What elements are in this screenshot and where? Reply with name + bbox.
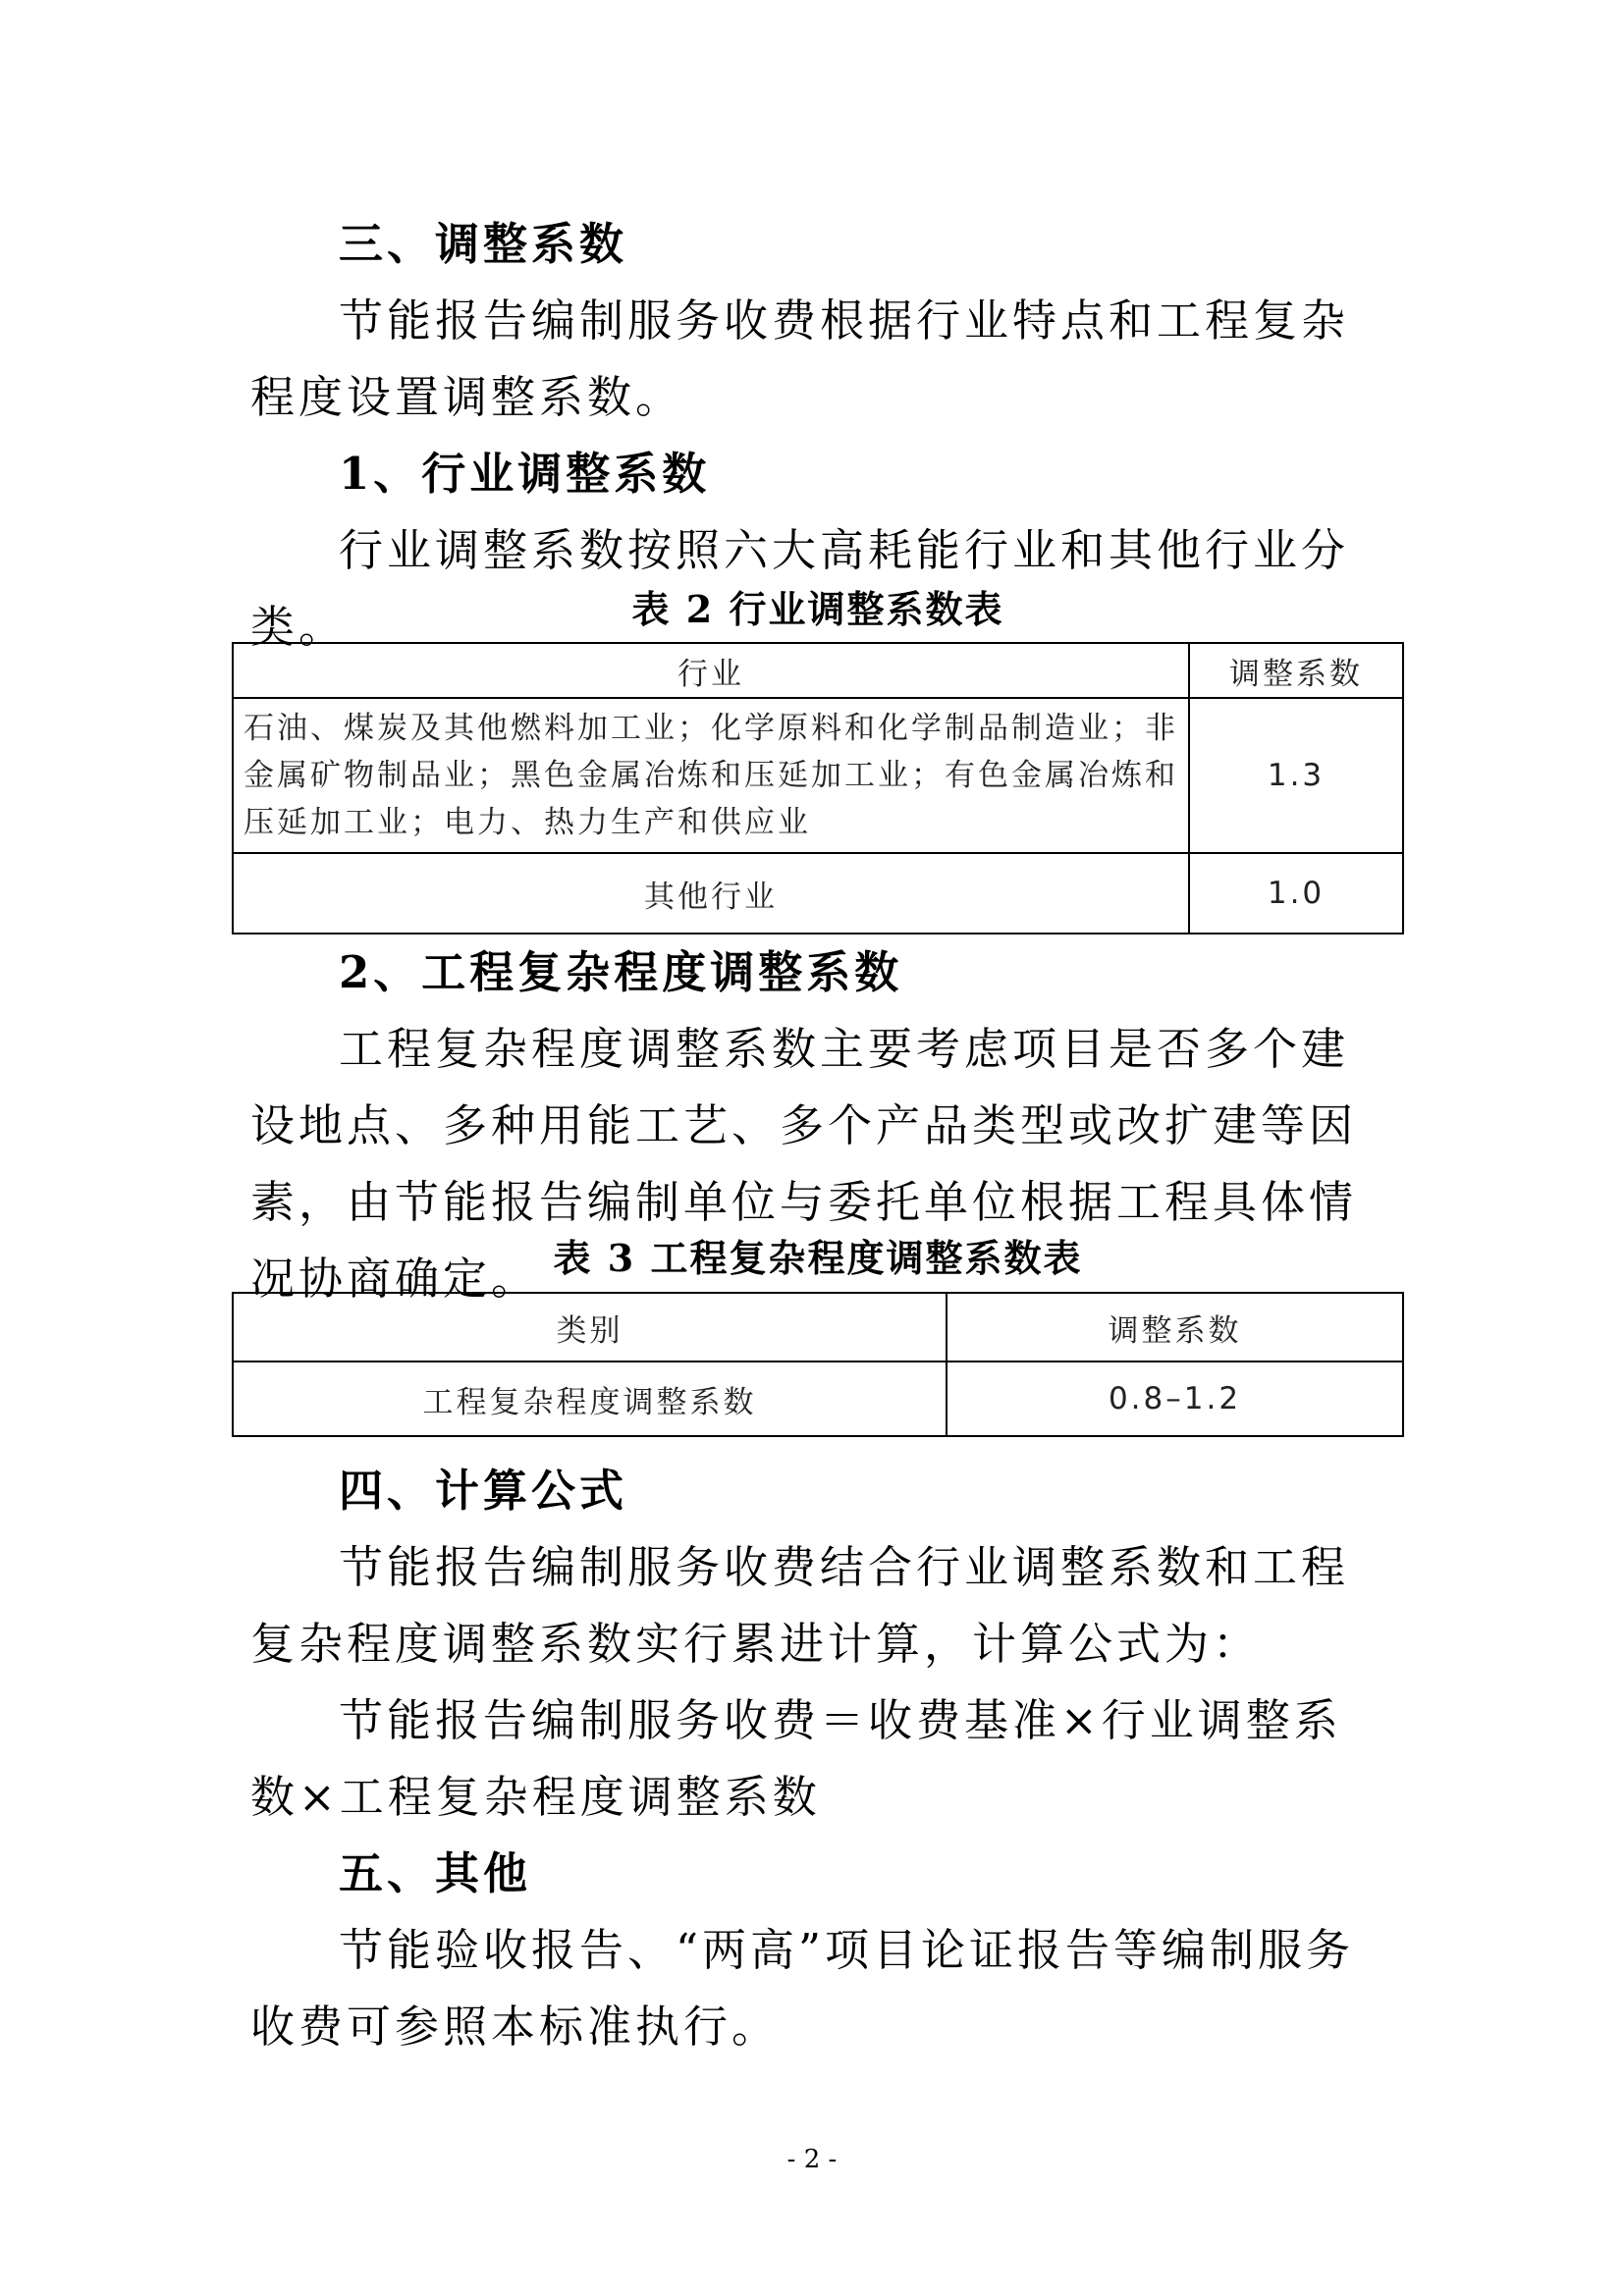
table-2-header-industry: 行业 (233, 643, 1189, 698)
section-5-heading: 五、其他 (339, 1847, 532, 1899)
table-3-coefficient-cell: 0.8–1.2 (947, 1362, 1403, 1436)
table-3-category-cell: 工程复杂程度调整系数 (233, 1362, 947, 1436)
table-row (233, 698, 1403, 853)
table-3-header-category: 类别 (233, 1293, 947, 1362)
table-2-coefficient-cell: 1.3 (1189, 698, 1403, 853)
section-4-text: 节能报告编制服务收费结合行业调整系数和工程复杂程度调整系数实行累进计算，计算公式为： (250, 1541, 1350, 1670)
table-2-coefficient-cell: 1.0 (1189, 853, 1403, 934)
section-4-heading: 四、计算公式 (339, 1465, 628, 1517)
subsection-1-text: 行业调整系数按照六大高耗能行业和其他行业分类。 (250, 524, 1350, 653)
section-4-formula: 节能报告编制服务收费＝收费基准×行业调整系数×工程复杂程度调整系数 (250, 1694, 1342, 1823)
section-5-text: 节能验收报告、“两高”项目论证报告等编制服务收费可参照本标准执行。 (250, 1924, 1355, 2053)
table-3 (232, 1292, 1404, 1437)
table-2 (232, 642, 1404, 934)
table-2-industry-cell: 其他行业 (233, 853, 1189, 934)
table-row (233, 853, 1403, 934)
table-3-caption: 表 3 工程复杂程度调整系数表 (553, 1236, 1083, 1280)
section-3-heading: 三、调整系数 (339, 218, 628, 270)
table-3-header-coefficient: 调整系数 (947, 1293, 1403, 1362)
table-2-header-coefficient: 调整系数 (1189, 643, 1403, 698)
table-row (233, 1362, 1403, 1436)
table-2-header-row (233, 643, 1403, 698)
subsection-2-text: 工程复杂程度调整系数主要考虑项目是否多个建设地点、多种用能工艺、多个产品类型或改扩建等因素，由节能报告编制单位与委托单位根据工程具体情况协商确定。 (250, 1023, 1358, 1305)
subsection-1-heading: 1、行业调整系数 (339, 448, 711, 500)
section-3-intro: 节能报告编制服务收费根据行业特点和工程复杂程度设置调整系数。 (250, 294, 1350, 423)
table-2-industry-cell: 石油、煤炭及其他燃料加工业；化学原料和化学制品制造业；非金属矿物制品业；黑色金属冶炼和压延加工业；有色金属冶炼和压延加工业；电力、热力生产和供应业 (233, 698, 1189, 853)
page-number: - 2 - (786, 2145, 838, 2174)
table-2-caption: 表 2 行业调整系数表 (631, 587, 1004, 631)
table-3-header-row (233, 1293, 1403, 1362)
subsection-2-heading: 2、工程复杂程度调整系数 (339, 946, 903, 998)
